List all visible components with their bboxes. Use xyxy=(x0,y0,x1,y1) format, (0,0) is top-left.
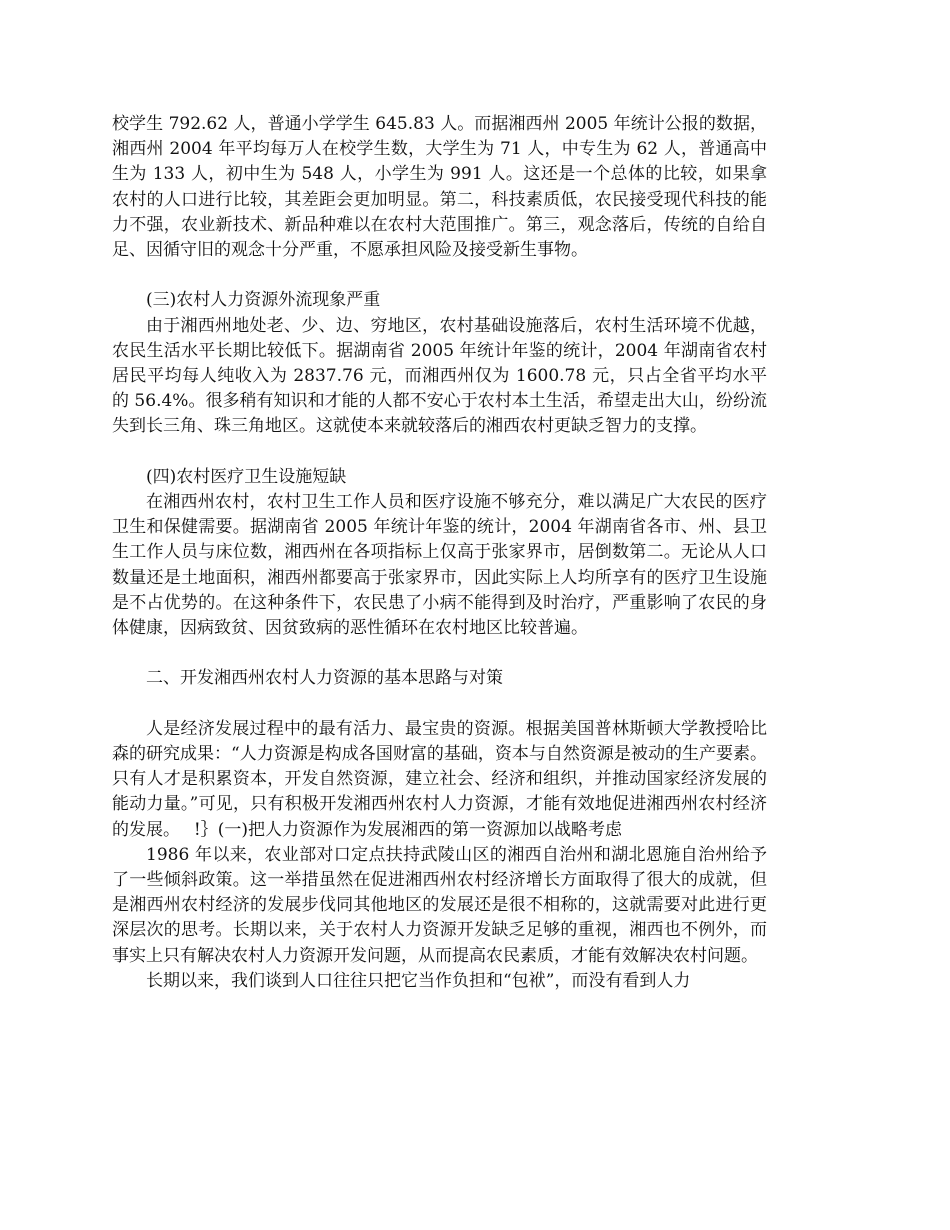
spacer xyxy=(112,641,767,666)
paragraph-human-resources: 人是经济发展过程中的最有活力、最宝贵的资源。根据美国普林斯顿大学教授哈比森的研究成果：“人力资源是构成各国财富的基础，资本与自然资源是被动的生产要素。只有人才是积累资本，开发自然资源，建立社会、经济和组织，并推动国家经济发展的能动力量。”可见，只有积极开发湘西州农村人力资源，才能有效地促进湘西州农村经济的发展。 !｝(一)把人力资源作为发展湘西的第一资源加以战略考虑 xyxy=(112,718,767,840)
section-heading-medical-shortage: (四)农村医疗卫生设施短缺 xyxy=(146,466,347,487)
document-body xyxy=(112,112,767,994)
section-heading-strategies: 二、开发湘西州农村人力资源的基本思路与对策 xyxy=(146,668,503,689)
section-heading-talent-outflow: (三)农村人力资源外流现象严重 xyxy=(146,290,381,311)
paragraph-education-stats: 校学生 792.62 人，普通小学学生 645.83 人。而据湘西州 2005 年统计公报的数据，湘西州 2004 年平均每万人在校学生数，大学生为 71 人，中专生为 62 人，普通高中生为 133 人，初中生为 548 人，小学生为 991 人。这还是一个总体的比较，如果拿农村的人口进行比较，其差距会更加明显。第二，科技素质低，农民接受现代科技的能力不强，农业新技术、新品种难以在农村大范围推广。第三，观念落后，传统的自给自足、因循守旧的观念十分严重，不愿承担风险及接受新生事物。 xyxy=(112,114,767,261)
paragraph-policy-1986: 1986 年以来，农业部对口定点扶持武陵山区的湘西自治州和湖北恩施自治州给予了一些倾斜政策。这一举措虽然在促进湘西州农村经济增长方面取得了很大的成就，但是湘西州农村经济的发展步伐同其他地区的发展还是很不相称的，这就需要对此进行更深层次的思考。长期以来，关于农村人力资源开发缺乏足够的重视，湘西也不例外，而事实上只有解决农村人力资源开发问题，从而提高农民素质，才能有效解决农村问题。 xyxy=(112,844,767,966)
paragraph-population-burden: 长期以来，我们谈到人口往往只把它当作负担和“包袱”，而没有看到人力 xyxy=(146,970,691,991)
spacer xyxy=(112,263,767,288)
spacer xyxy=(112,440,767,465)
paragraph-medical-shortage: 在湘西州农村，农村卫生工作人员和医疗设施不够充分，难以满足广大农民的医疗卫生和保健需要。据湖南省 2005 年统计年鉴的统计，2004 年湖南省各市、州、县卫生工作人员与床位数，湘西州在各项指标上仅高于张家界市，居倒数第二。无论从人口数量还是土地面积，湘西州都要高于张家界市，因此实际上人均所享有的医疗卫生设施是不占优势的。在这种条件下，农民患了小病不能得到及时治疗，严重影响了农民的身体健康，因病致贫、因贫致病的恶性循环在农村地区比较普遍。 xyxy=(112,492,767,639)
paragraph-talent-outflow: 由于湘西州地处老、少、边、穷地区，农村基础设施落后，农村生活环境不优越，农民生活水平长期比较低下。据湖南省 2005 年统计年鉴的统计，2004 年湖南省农村居民平均每人纯收入为 2837.76 元，而湘西州仅为 1600.78 元，只占全省平均水平的 56.4%。很多稍有知识和才能的人都不安心于农村本土生活，希望走出大山，纷纷流失到长三角、珠三角地区。这就使本来就较落后的湘西农村更缺乏智力的支撑。 xyxy=(112,315,767,437)
spacer xyxy=(112,692,767,717)
